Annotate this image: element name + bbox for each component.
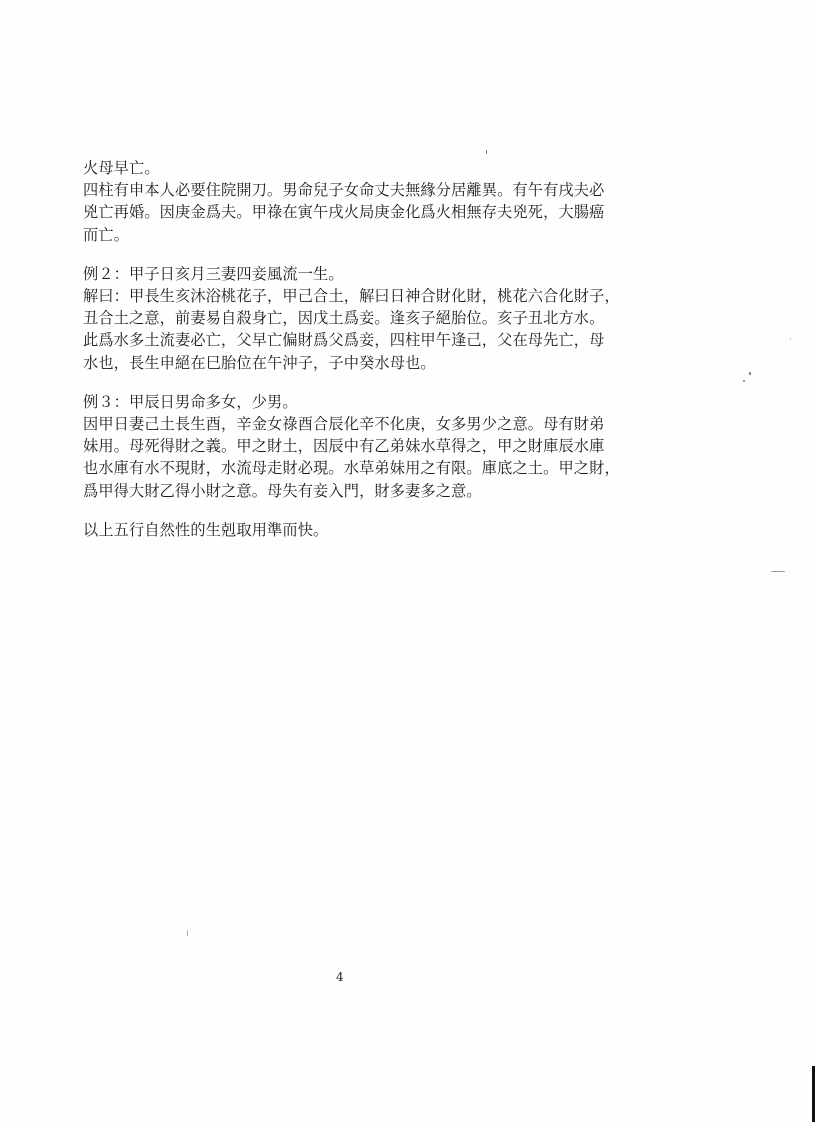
text-line: 四柱有申本人必要住院開刀。男命兒子女命丈夫無緣分居離異。有午有戌夫必: [83, 181, 605, 200]
scan-speck: [187, 930, 188, 936]
example-heading: 例２：甲子日亥月三妻四妾風流一生。: [83, 264, 344, 283]
text-line: 也水庫有水不現財，水流母走財必現。水草弟妹用之有限。庫底之土。甲之財，: [83, 459, 620, 478]
text-line: 解曰：甲長生亥沐浴桃花子，甲己合土，解曰日神合財化財，桃花六合化財子，: [83, 287, 620, 306]
scan-speck: [743, 380, 745, 382]
paragraph-gap: [83, 374, 623, 391]
example-heading: 例３：甲辰日男命多女，少男。: [83, 392, 298, 411]
text-line: 此爲水多土流妻必亡，父早亡偏財爲父爲妾，四柱甲午逢己，父在母先亡，母: [83, 331, 605, 350]
text-line: 兇亡再婚。因庚金爲夫。甲祿在寅午戌火局庚金化爲火相無存夫兇死，大腸癌: [83, 203, 605, 222]
page-number: 4: [336, 970, 344, 984]
document-body: [83, 157, 623, 541]
text-line: 丑合土之意，前妻易自殺身亡，因戊土爲妾。逢亥子絕胎位。亥子丑北方水。: [83, 309, 605, 328]
scan-speck: [790, 338, 791, 340]
text-line: 爲甲得大財乙得小財之意。母失有妾入門，財多妻多之意。: [83, 481, 482, 500]
scan-speck: [486, 150, 487, 154]
conclusion-line: 以上五行自然性的生剋取用準而快。: [83, 520, 329, 539]
paragraph-gap: [83, 502, 623, 519]
paragraph-gap: [83, 246, 623, 263]
text-line: 而亡。: [83, 225, 130, 244]
text-line: 水也，長生申絕在巳胎位在午沖子，子中癸水母也。: [83, 353, 436, 372]
scan-speck: [749, 372, 751, 375]
scan-speck: [771, 571, 785, 572]
text-line: 妹用。母死得財之義。甲之財土，因辰中有乙弟妹水草得之，甲之財庫辰水庫: [83, 437, 605, 456]
text-line: 因甲日妻己土長生酉，辛金女祿酉合辰化辛不化庚，女多男少之意。母有財弟: [83, 415, 605, 434]
text-line: 火母早亡。: [83, 159, 160, 177]
